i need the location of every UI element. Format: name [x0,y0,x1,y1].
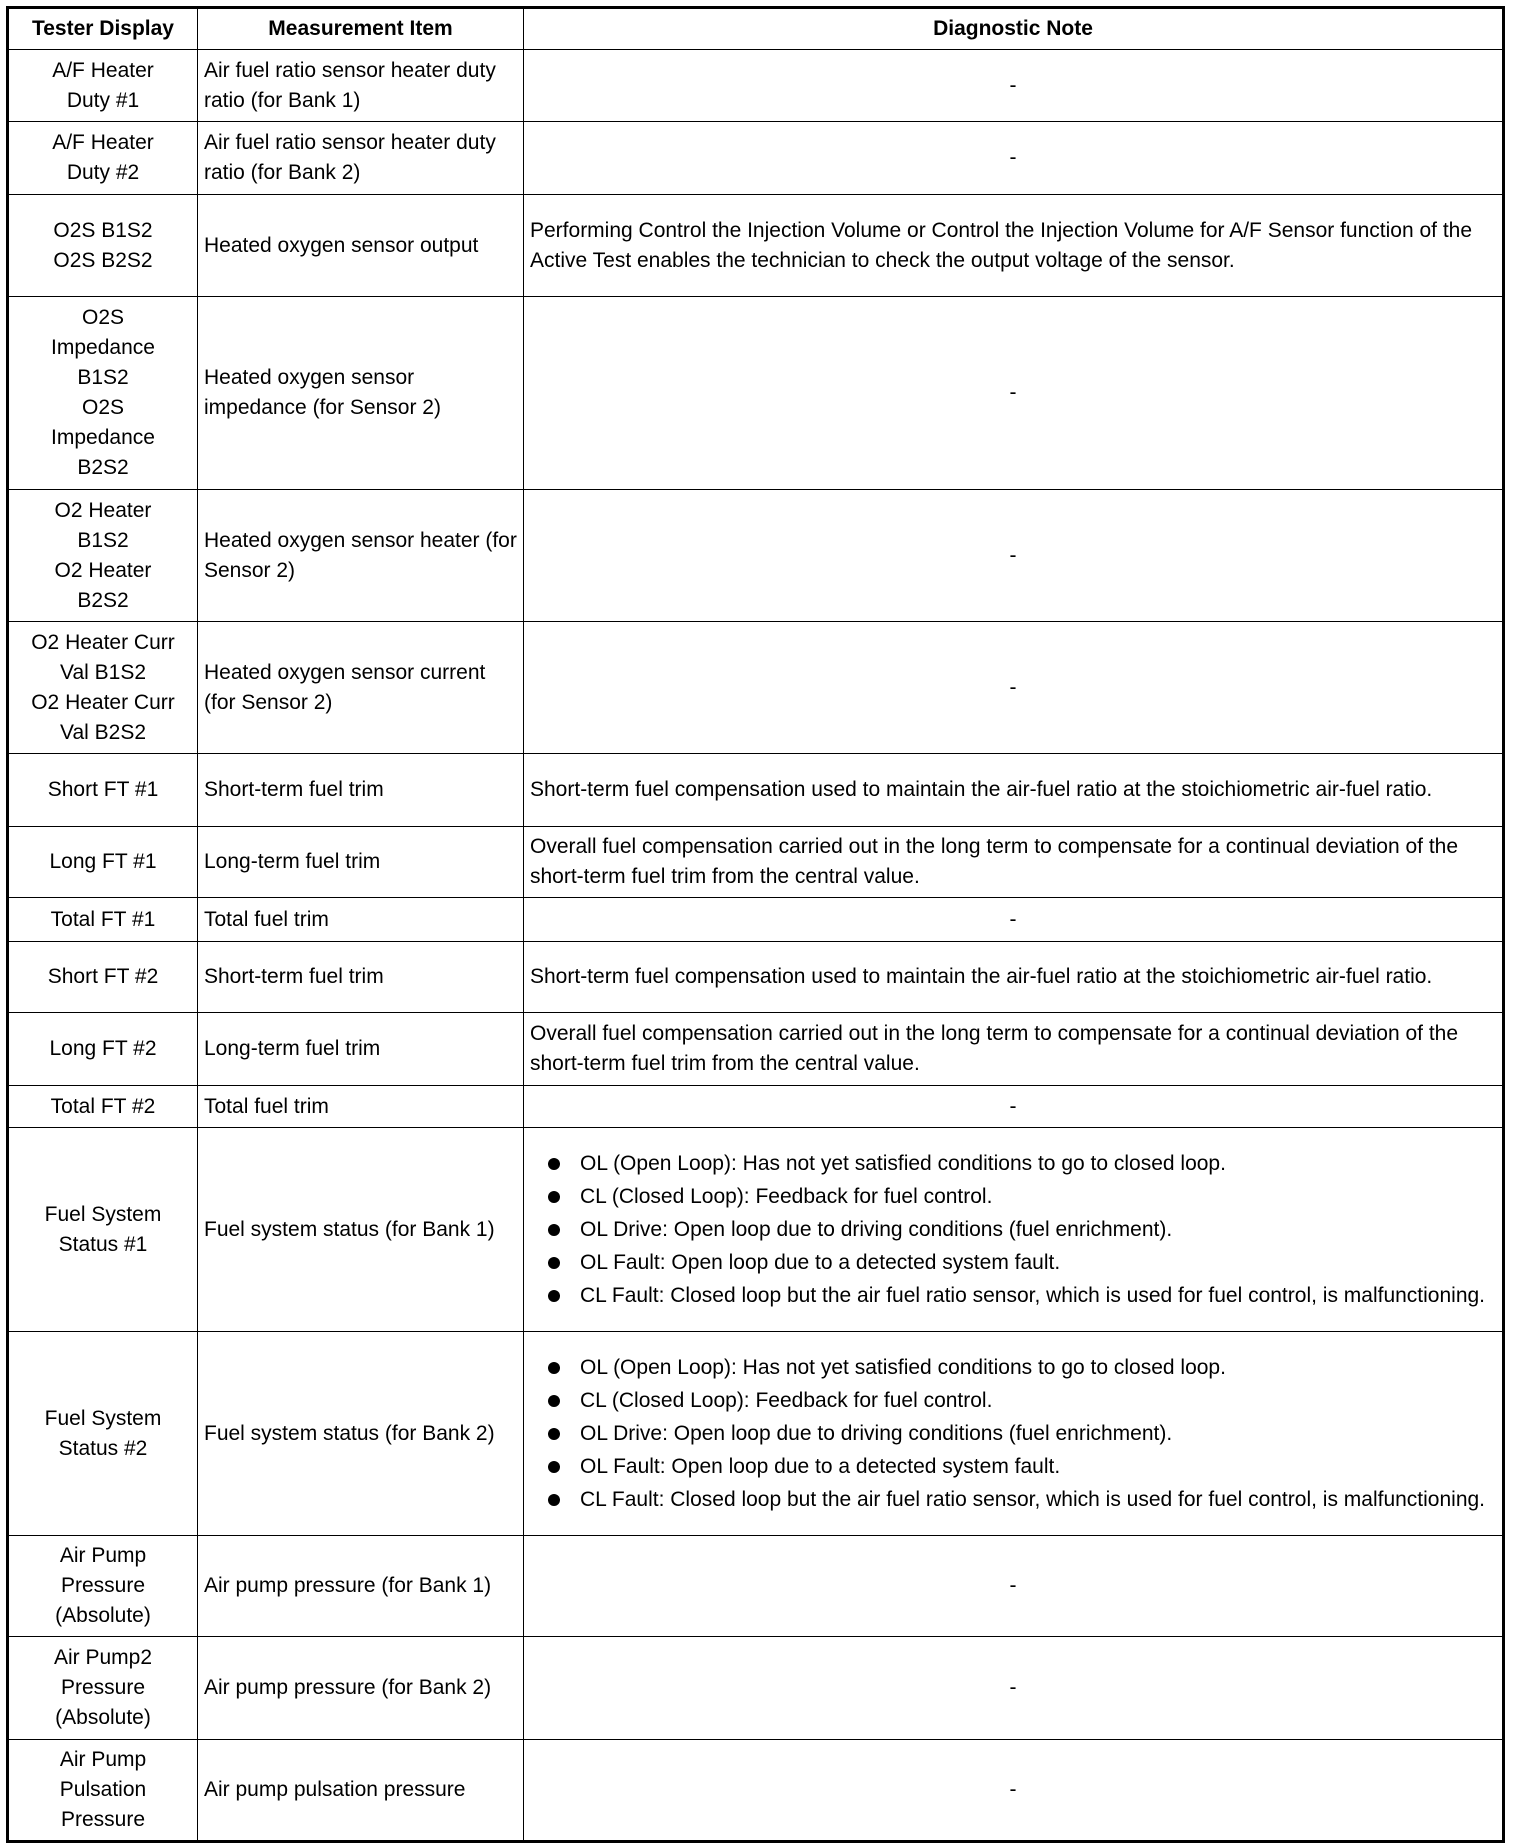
table-row [8,122,1504,195]
diagnostic-note-cell: Overall fuel compensation carried out in the long term to compensate for a continual deviation of the short-term fuel trim from the central value. [524,1013,1504,1086]
table-row [8,1332,1504,1536]
tester-display-line: Pressure [60,1808,146,1831]
diagnostic-note-cell: - [524,1740,1504,1842]
tester-display-cell [8,942,198,1013]
tester-display-line: A/F Heater [52,131,154,154]
tester-display-line: Duty #1 [66,88,140,112]
tester-display-line: B2S2 [77,456,129,479]
diagnostic-data-table [6,6,1505,1843]
diagnostic-note-cell: - [524,490,1504,622]
table-row [8,1013,1504,1086]
status-list-item: CL Fault: Closed loop but the air fuel ratio sensor, which is used for fuel control, is malfunctioning. [580,1483,1496,1516]
table-row [8,1740,1504,1842]
measurement-item-cell: Short-term fuel trim [198,754,524,827]
tester-display-cell [8,622,198,754]
tester-display-cell [8,122,198,195]
tester-display-line: Long FT #1 [49,850,157,873]
tester-display-line: Total FT #2 [50,1094,156,1118]
measurement-item-cell: Heated oxygen sensor current (for Sensor 2) [198,622,524,754]
status-list-item: OL Drive: Open loop due to driving conditions (fuel enrichment). [580,1213,1496,1246]
diagnostic-note-cell: - [524,122,1504,195]
tester-display-line: O2S B1S2 [53,218,153,242]
tester-display-line: Long FT #2 [49,1037,157,1060]
status-list-item: CL (Closed Loop): Feedback for fuel control. [580,1384,1496,1417]
measurement-item-cell: Air fuel ratio sensor heater duty ratio (for Bank 2) [198,122,524,195]
diagnostic-note-cell: Overall fuel compensation carried out in the long term to compensate for a continual deviation of the short-term fuel trim from the central value. [524,827,1504,898]
header-row [8,8,1504,50]
diagnostic-note-cell [524,1128,1504,1332]
measurement-item-cell: Air pump pulsation pressure [198,1740,524,1842]
table-row [8,297,1504,490]
tester-display-cell [8,297,198,490]
measurement-item-cell: Long-term fuel trim [198,827,524,898]
measurement-item-cell: Fuel system status (for Bank 2) [198,1332,524,1536]
tester-display-line: Val B2S2 [60,720,146,744]
measurement-item-cell: Fuel system status (for Bank 1) [198,1128,524,1332]
status-list-item: CL (Closed Loop): Feedback for fuel control. [580,1180,1496,1213]
tester-display-line: O2 Heater [54,558,152,582]
status-list-item: OL Fault: Open loop due to a detected system fault. [580,1450,1496,1483]
status-list-item: OL Fault: Open loop due to a detected system fault. [580,1246,1496,1279]
tester-display-cell [8,1637,198,1740]
table-row [8,1086,1504,1128]
tester-display-line: Air Pump2 [53,1646,153,1669]
table-row [8,898,1504,942]
header-tester-display: Tester Display [8,8,198,50]
tester-display-line: O2 Heater Curr [31,690,175,714]
tester-display-cell [8,1013,198,1086]
tester-display-cell [8,195,198,297]
tester-display-line: Status #2 [58,1436,148,1460]
tester-display-line: Pressure [60,1574,146,1597]
tester-display-cell [8,754,198,827]
tester-display-line: O2 Heater Curr [31,630,175,654]
tester-display-cell [8,1128,198,1332]
diagnostic-note-cell: - [524,1637,1504,1740]
tester-display-line: B2S2 [77,588,129,612]
tester-display-line: Air Pump [59,1544,147,1567]
table-row [8,827,1504,898]
tester-display-cell [8,1086,198,1128]
table-row [8,1637,1504,1740]
table-row [8,1128,1504,1332]
measurement-item-cell: Air pump pressure (for Bank 2) [198,1637,524,1740]
status-list-item: OL Drive: Open loop due to driving conditions (fuel enrichment). [580,1417,1496,1450]
header-measurement-item: Measurement Item [198,8,524,50]
tester-display-line: Val B1S2 [60,660,146,684]
tester-display-line: A/F Heater [52,58,154,82]
table-row [8,50,1504,122]
tester-display-line: Impedance [51,426,155,449]
measurement-item-cell: Short-term fuel trim [198,942,524,1013]
table-row [8,490,1504,622]
tester-display-cell [8,827,198,898]
tester-display-line: Short FT #2 [47,965,159,988]
tester-display-line: (Absolute) [55,1604,151,1627]
table-row [8,195,1504,297]
measurement-item-cell: Air fuel ratio sensor heater duty ratio (for Bank 1) [198,50,524,122]
header-diagnostic-note: Diagnostic Note [524,8,1504,50]
diagnostic-note-cell: - [524,622,1504,754]
tester-display-cell [8,1740,198,1842]
tester-display-line: Total FT #1 [50,907,156,931]
table-row [8,622,1504,754]
tester-display-line: O2S [81,396,125,419]
diagnostic-note-cell: Short-term fuel compensation used to maintain the air-fuel ratio at the stoichiometric air-fuel ratio. [524,754,1504,827]
diagnostic-note-cell: - [524,1086,1504,1128]
diagnostic-note-cell: Short-term fuel compensation used to maintain the air-fuel ratio at the stoichiometric air-fuel ratio. [524,942,1504,1013]
tester-display-line: Status #1 [58,1232,148,1256]
measurement-item-cell: Long-term fuel trim [198,1013,524,1086]
measurement-item-cell: Heated oxygen sensor impedance (for Sensor 2) [198,297,524,490]
diagnostic-note-cell: - [524,297,1504,490]
tester-display-cell [8,490,198,622]
tester-display-cell [8,50,198,122]
measurement-item-cell: Total fuel trim [198,898,524,942]
diagnostic-note-cell [524,1332,1504,1536]
table-row [8,942,1504,1013]
table-row [8,1536,1504,1637]
tester-display-line: Impedance [51,336,155,359]
tester-display-cell [8,1536,198,1637]
tester-display-line: O2 Heater [54,498,152,522]
measurement-item-cell: Air pump pressure (for Bank 1) [198,1536,524,1637]
measurement-item-cell: Heated oxygen sensor heater (for Sensor 2) [198,490,524,622]
tester-display-line: B1S2 [77,366,129,389]
tester-display-line: Pulsation [59,1778,147,1801]
status-list-item: OL (Open Loop): Has not yet satisfied conditions to go to closed loop. [580,1147,1496,1180]
tester-display-line: Duty #2 [66,161,140,184]
status-list [530,1351,1496,1516]
tester-display-line: Fuel System [44,1202,162,1226]
status-list-item: CL Fault: Closed loop but the air fuel ratio sensor, which is used for fuel control, is malfunctioning. [580,1279,1496,1312]
tester-display-cell [8,898,198,942]
measurement-item-cell: Total fuel trim [198,1086,524,1128]
status-list-item: OL (Open Loop): Has not yet satisfied conditions to go to closed loop. [580,1351,1496,1384]
tester-display-line: O2S B2S2 [53,248,153,272]
diagnostic-note-cell: Performing Control the Injection Volume or Control the Injection Volume for A/F Sensor function of the Active Test enables the technician to check the output voltage of the sensor. [524,195,1504,297]
diagnostic-note-cell: - [524,1536,1504,1637]
tester-display-line: Short FT #1 [47,778,159,801]
tester-display-line: Pressure [60,1676,146,1699]
tester-display-line: O2S [81,306,125,329]
diagnostic-note-cell: - [524,50,1504,122]
table-row [8,754,1504,827]
measurement-item-cell: Heated oxygen sensor output [198,195,524,297]
diagnostic-note-cell: - [524,898,1504,942]
status-list [530,1147,1496,1312]
tester-display-line: (Absolute) [55,1706,151,1729]
tester-display-line: Air Pump [59,1748,147,1771]
tester-display-cell [8,1332,198,1536]
tester-display-line: B1S2 [77,528,129,552]
tester-display-line: Fuel System [44,1406,162,1430]
